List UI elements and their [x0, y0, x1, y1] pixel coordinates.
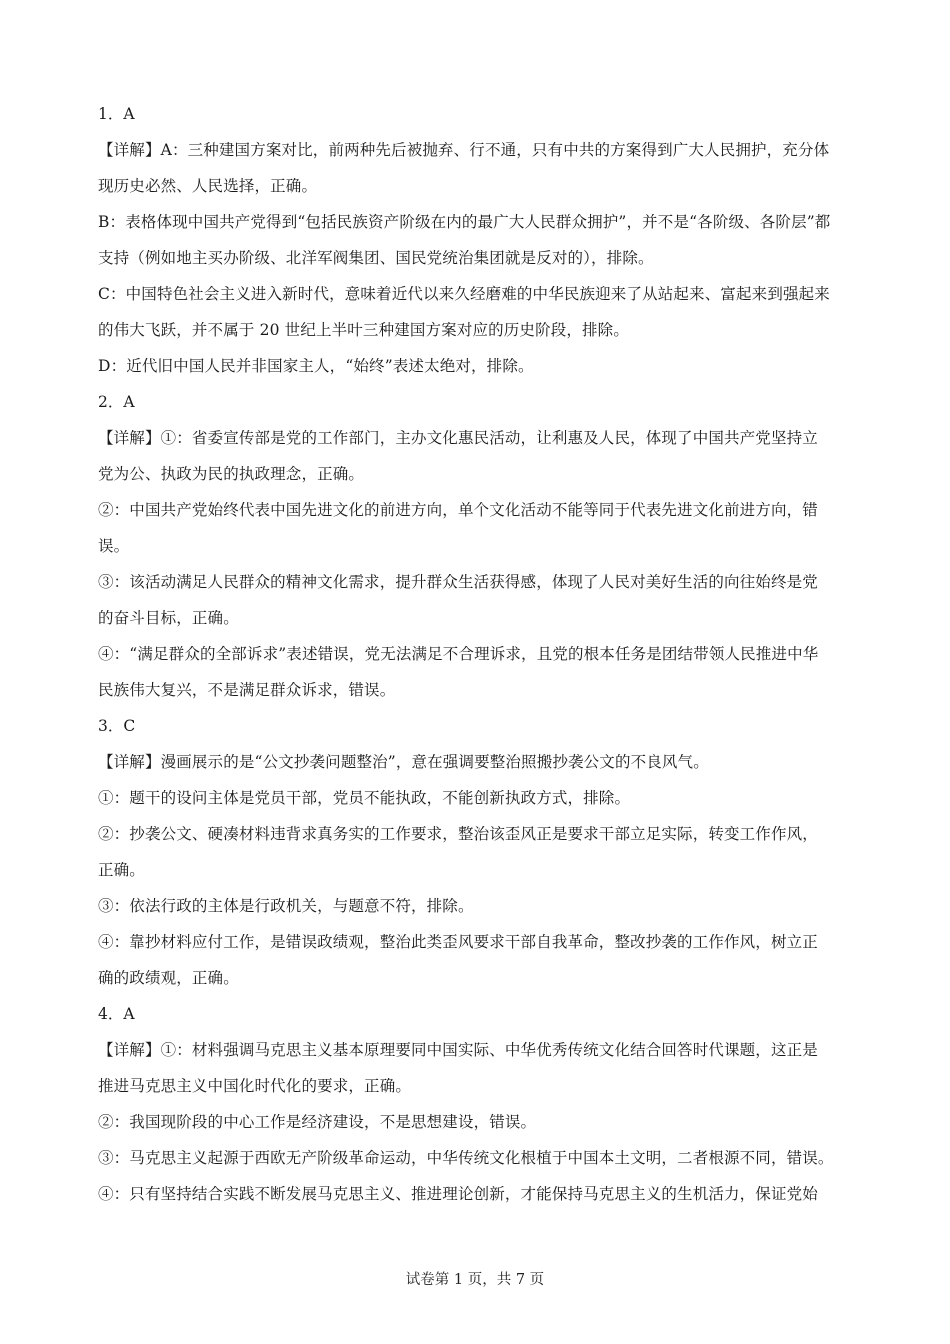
text-line: 的伟大飞跃，并不属于 20 世纪上半叶三种建国方案对应的历史阶段，排除。: [98, 321, 629, 339]
text-line: ③：马克思主义起源于西欧无产阶级革命运动，中华传统文化根植于中国本土文明，二者根源不同，错误。: [98, 1149, 834, 1167]
text-line: ④：只有坚持结合实践不断发展马克思主义、推进理论创新，才能保持马克思主义的生机活力，保证党始: [98, 1185, 818, 1203]
answer-number: 3．C: [98, 717, 136, 735]
text-line: 【详解】A：三种建国方案对比，前两种先后被抛弃、行不通，只有中共的方案得到广大人民拥护，充分体: [98, 141, 830, 159]
text-line: 正确。: [98, 861, 145, 879]
text-line: ②：抄袭公文、硬凑材料违背求真务实的工作要求，整治该歪风正是要求干部立足实际，转变工作作风，: [98, 825, 818, 843]
text-line: ②：中国共产党始终代表中国先进文化的前进方向，单个文化活动不能等同于代表先进文化前进方向，错: [98, 501, 818, 519]
text-line: 推进马克思主义中国化时代化的要求，正确。: [98, 1077, 412, 1095]
text-line: C：中国特色社会主义进入新时代，意味着近代以来久经磨难的中华民族迎来了从站起来、富起来到强起来: [98, 285, 830, 303]
text-line: ③：依法行政的主体是行政机关，与题意不符，排除。: [98, 897, 474, 915]
text-line: 【详解】①：材料强调马克思主义基本原理要同中国实际、中华优秀传统文化结合回答时代课题，这正是: [98, 1041, 818, 1059]
text-line: 支持（例如地主买办阶级、北洋军阀集团、国民党统治集团就是反对的），排除。: [98, 249, 654, 267]
text-line: 民族伟大复兴，不是满足群众诉求，错误。: [98, 681, 396, 699]
answer-number: 2．A: [98, 393, 135, 411]
answer-number: 1．A: [98, 105, 135, 123]
answer-number: 4．A: [98, 1005, 135, 1023]
text-line: ②：我国现阶段的中心工作是经济建设，不是思想建设，错误。: [98, 1113, 537, 1131]
text-line: D：近代旧中国人民并非国家主人，“始终”表述太绝对，排除。: [98, 357, 534, 375]
text-line: B：表格体现中国共产党得到“包括民族资产阶级在内的最广大人民群众拥护”，并不是“各阶级、各阶层”都: [98, 213, 831, 231]
text-line: 的奋斗目标，正确。: [98, 609, 239, 627]
text-line: 【详解】①：省委宣传部是党的工作部门，主办文化惠民活动，让利惠及人民，体现了中国共产党坚持立: [98, 429, 818, 447]
text-line: ③：该活动满足人民群众的精神文化需求，提升群众生活获得感，体现了人民对美好生活的向往始终是党: [98, 573, 818, 591]
page-footer: 试卷第 1 页，共 7 页: [405, 1272, 545, 1288]
text-line: 现历史必然、人民选择，正确。: [98, 177, 318, 195]
text-line: 党为公、执政为民的执政理念，正确。: [98, 465, 365, 483]
answer-body: [98, 96, 858, 1212]
text-line: 【详解】漫画展示的是“公文抄袭问题整治”，意在强调要整治照搬抄袭公文的不良风气。: [98, 753, 709, 771]
text-line: ①：题干的设问主体是党员干部，党员不能执政，不能创新执政方式，排除。: [98, 789, 631, 807]
text-line: ④：靠抄材料应付工作，是错误政绩观，整治此类歪风要求干部自我革命，整改抄袭的工作作风，树立正: [98, 933, 818, 951]
text-line: 误。: [98, 537, 130, 555]
text-line: ④：“满足群众的全部诉求”表述错误，党无法满足不合理诉求，且党的根本任务是团结带领人民推进中华: [98, 645, 819, 663]
text-line: 确的政绩观，正确。: [98, 969, 239, 987]
